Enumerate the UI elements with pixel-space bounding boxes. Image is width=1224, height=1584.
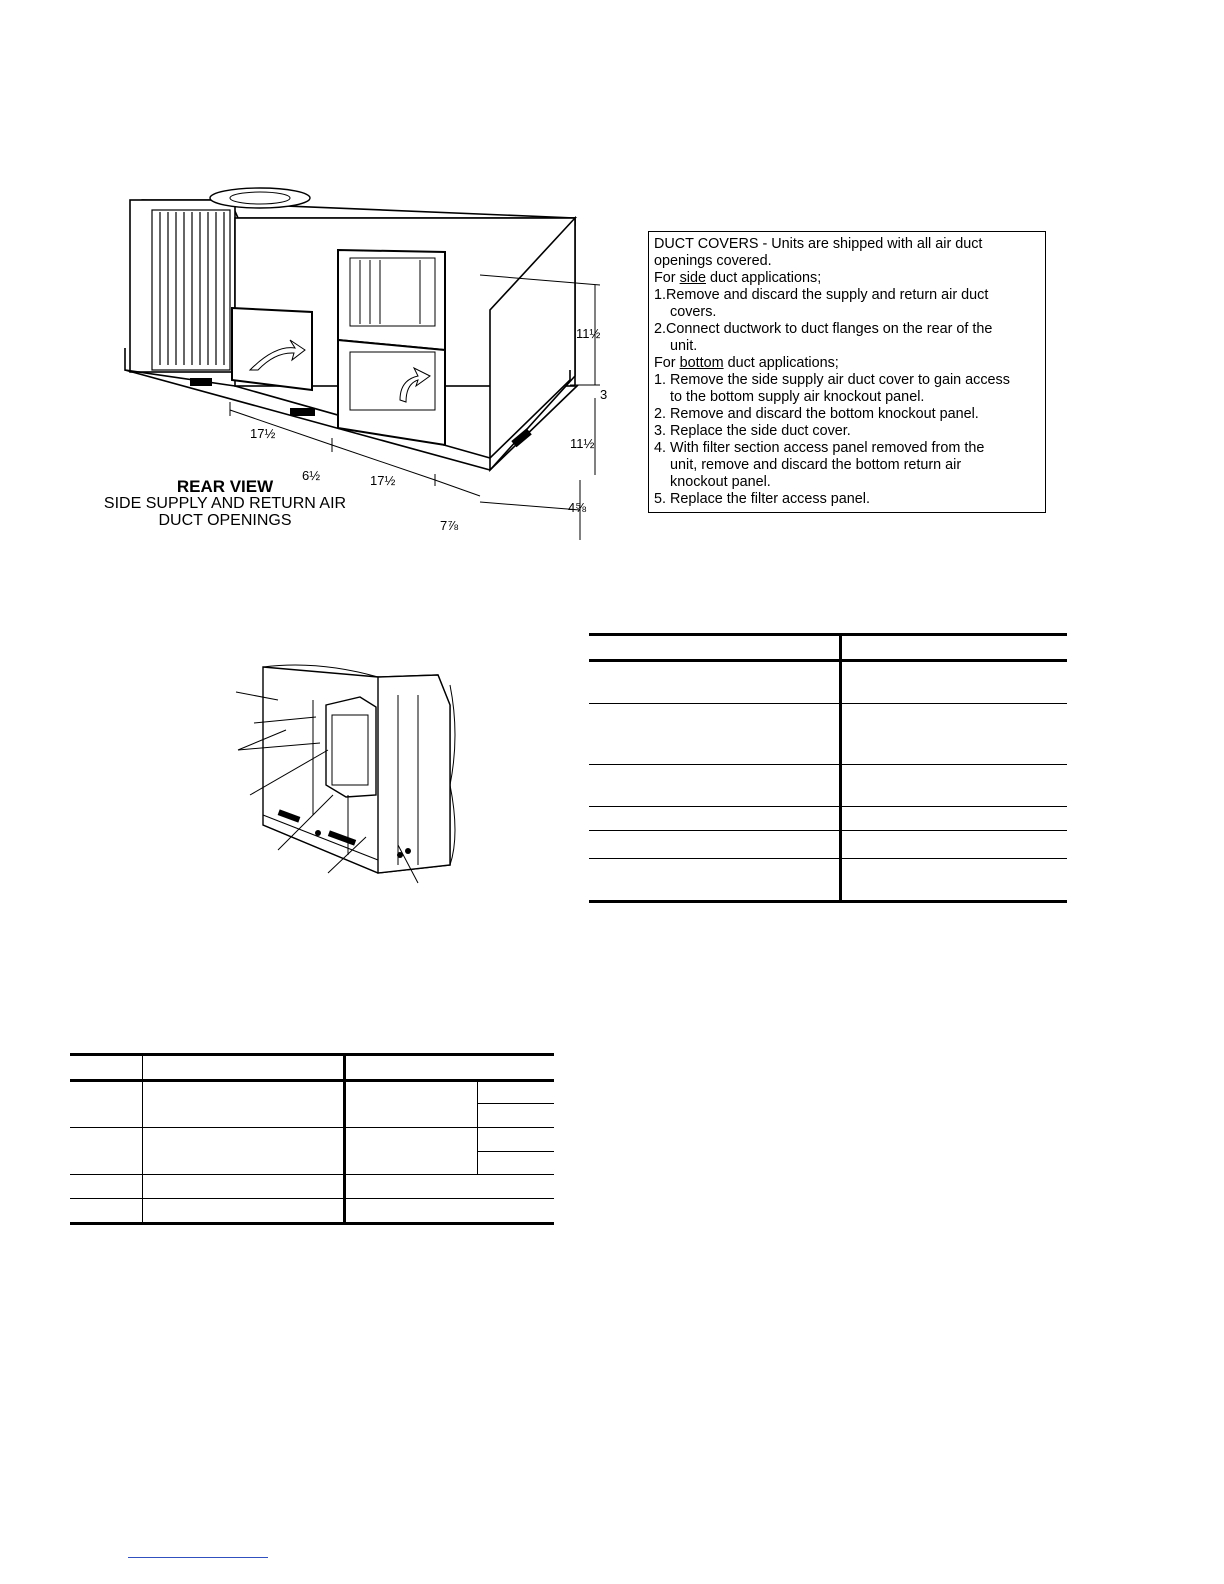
figure1-caption — [100, 478, 350, 529]
side-word: side — [679, 270, 706, 286]
figure1-subtitle-line1: SIDE SUPPLY AND RETURN AIR — [103, 495, 347, 512]
bottom-step: 4. With filter section access panel removed from the — [654, 440, 985, 456]
footer-link-underline[interactable] — [128, 1557, 268, 1558]
bottom-word: bottom — [679, 355, 724, 371]
side-step: unit. — [670, 338, 698, 354]
dim-label: 17½ — [370, 473, 396, 488]
dim-label: 11½ — [576, 326, 601, 341]
bottom-step: 2. Remove and discard the bottom knockout panel. — [654, 406, 979, 422]
bottom-step: 5. Replace the filter access panel. — [654, 491, 870, 507]
dim-label: 6½ — [302, 468, 321, 483]
dim-label: 7⅞ — [440, 518, 459, 533]
dim-label: 17½ — [250, 426, 276, 441]
dim-label: 4⅝ — [568, 500, 587, 515]
side-intro: For side duct applications; — [654, 270, 822, 286]
dim-label: 3 — [600, 387, 608, 402]
figure1-subtitle-line2: DUCT OPENINGS — [158, 512, 292, 529]
bottom-step: 1. Remove the side supply air duct cover to gain access — [654, 372, 1010, 388]
bottom-step: 3. Replace the side duct cover. — [654, 423, 851, 439]
unit-access-drawing — [228, 655, 478, 885]
side-step: 2.Connect ductwork to duct flanges on the rear of the — [654, 321, 993, 337]
side-step: 1.Remove and discard the supply and return air duct — [654, 287, 989, 303]
bottom-step: knockout panel. — [670, 474, 771, 490]
bottom-intro: For bottom duct applications; — [654, 355, 839, 371]
bottom-step: unit, remove and discard the bottom return air — [670, 457, 962, 473]
dim-label: 11½ — [570, 436, 595, 451]
duct-covers-box — [648, 231, 1046, 513]
duct-covers-heading: DUCT COVERS - Units are shipped with all air duct openings covered. — [654, 236, 983, 269]
side-step: covers. — [670, 304, 717, 320]
bottom-step: to the bottom supply air knockout panel. — [670, 389, 925, 405]
figure1-title: REAR VIEW — [176, 477, 274, 496]
